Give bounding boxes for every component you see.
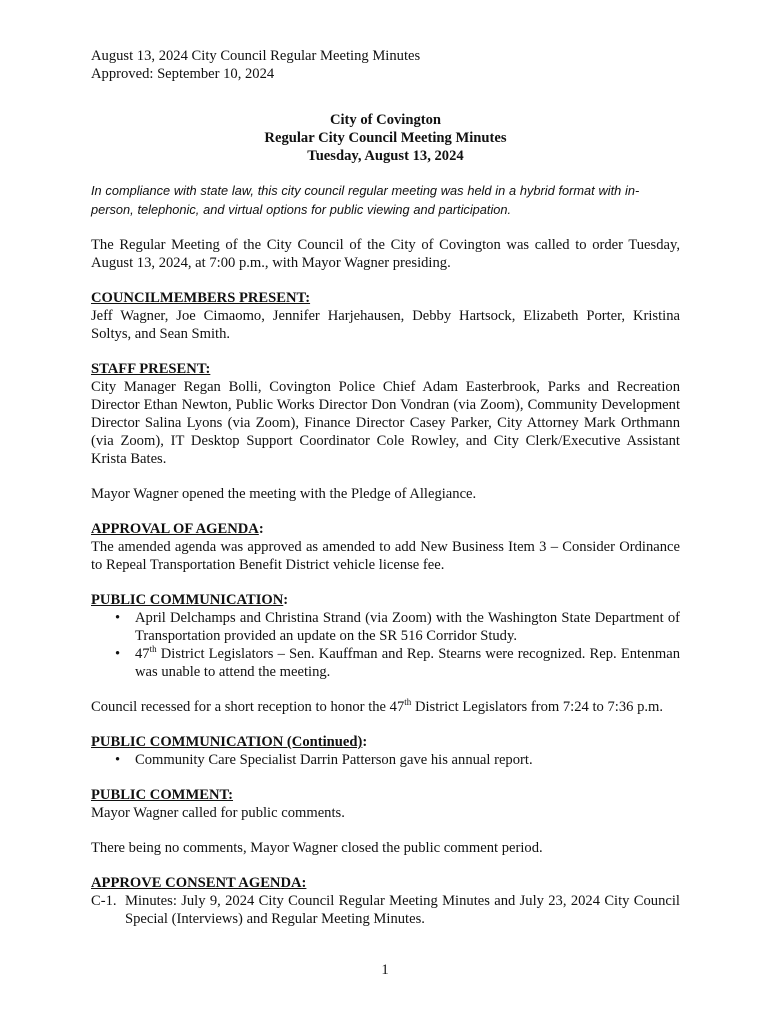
bullet-icon: • xyxy=(115,646,121,662)
recess-paragraph xyxy=(91,698,680,716)
list-item xyxy=(115,751,680,769)
list-item xyxy=(115,644,680,681)
header-approved: Approved: September 10, 2024 xyxy=(91,66,275,82)
title-date: Tuesday, August 13, 2024 xyxy=(307,148,464,164)
councilmembers-list: Jeff Wagner, Joe Cimaomo, Jennifer Harjehausen, Debby Hartsock, Elizabeth Porter, Kristina Soltys, and Sean Smith. xyxy=(91,308,680,342)
recess-text-after: District Legislators from 7:24 to 7:36 p.m. xyxy=(411,699,664,715)
public-communication-continued-colon: : xyxy=(362,734,368,750)
consent-item-number: C-1. xyxy=(91,893,117,909)
superscript-th: th xyxy=(404,697,412,708)
list-item-text: Community Care Specialist Darrin Patterson gave his annual report. xyxy=(135,752,533,768)
staff-section xyxy=(91,360,680,468)
list-item-number: 47 xyxy=(135,646,150,662)
public-communication-continued-heading: PUBLIC COMMUNICATION (Continued) xyxy=(91,734,363,750)
page-number: 1 xyxy=(381,962,389,978)
bullet-icon: • xyxy=(115,610,121,626)
pledge-paragraph: Mayor Wagner opened the meeting with the Pledge of Allegiance. xyxy=(91,486,477,502)
bullet-icon: • xyxy=(115,752,121,768)
public-communication-continued-section xyxy=(91,733,680,769)
public-comment-section xyxy=(91,786,680,822)
title-meeting: Regular City Council Meeting Minutes xyxy=(264,130,507,146)
agenda-text: The amended agenda was approved as amended to add New Business Item 3 – Consider Ordinance to Repeal Transportation Benefit District vehicle license fee. xyxy=(91,539,680,573)
public-comment-heading: PUBLIC COMMENT: xyxy=(91,787,234,803)
consent-agenda-heading: APPROVE CONSENT AGENDA: xyxy=(91,875,307,891)
public-comment-text: Mayor Wagner called for public comments. xyxy=(91,805,345,821)
consent-item xyxy=(91,892,680,928)
list-item-text: April Delchamps and Christina Strand (via Zoom) with the Washington State Department of Transportation provided an update on the SR 516 Corridor Study. xyxy=(135,610,680,644)
title-city: City of Covington xyxy=(329,112,442,128)
consent-agenda-section xyxy=(91,874,680,928)
recess-text-before: Council recessed for a short reception to honor the 47 xyxy=(91,699,405,715)
list-item xyxy=(115,609,680,645)
agenda-heading: APPROVAL OF AGENDA xyxy=(91,521,259,537)
superscript-th: th xyxy=(149,644,157,655)
public-communication-continued-list xyxy=(91,751,680,769)
public-communication-colon: : xyxy=(283,592,289,608)
document-page xyxy=(91,47,680,928)
agenda-heading-colon: : xyxy=(258,521,264,537)
public-communication-list xyxy=(91,609,680,681)
agenda-section xyxy=(91,520,680,574)
public-comment-closing: There being no comments, Mayor Wagner closed the public comment period. xyxy=(91,840,543,856)
councilmembers-section xyxy=(91,289,680,343)
staff-heading: STAFF PRESENT: xyxy=(91,361,211,377)
header-title: August 13, 2024 City Council Regular Meeting Minutes xyxy=(91,48,421,64)
compliance-statement: In compliance with state law, this city council regular meeting was held in a hybrid format with in-person, telephonic, and virtual options for public viewing and participation. xyxy=(91,183,640,217)
document-title xyxy=(91,111,680,165)
consent-item-text: Minutes: July 9, 2024 City Council Regular Meeting Minutes and July 23, 2024 City Council Special (Interviews) and Regular Meeting Minutes. xyxy=(125,893,680,927)
public-communication-section xyxy=(91,591,680,681)
staff-list: City Manager Regan Bolli, Covington Police Chief Adam Easterbrook, Parks and Recreation Director Ethan Newton, Public Works Director Don Vondran (via Zoom), Community Development Director Salina Lyons (via Zoom), Finance Director Casey Parker, City Attorney Mark Orthmann (via Zoom), IT Desktop Support Coordinator Cole Rowley, and City Clerk/Executive Assistant Krista Bates. xyxy=(91,379,680,467)
intro-paragraph: The Regular Meeting of the City Council of the City of Covington was called to order Tuesday, August 13, 2024, at 7:00 p.m., with Mayor Wagner presiding. xyxy=(91,237,680,271)
councilmembers-heading: COUNCILMEMBERS PRESENT: xyxy=(91,290,311,306)
public-communication-heading: PUBLIC COMMUNICATION xyxy=(91,592,284,608)
list-item-text: District Legislators – Sen. Kauffman and Rep. Stearns were recognized. Rep. Entenman was unable to attend the meeting. xyxy=(135,646,680,680)
